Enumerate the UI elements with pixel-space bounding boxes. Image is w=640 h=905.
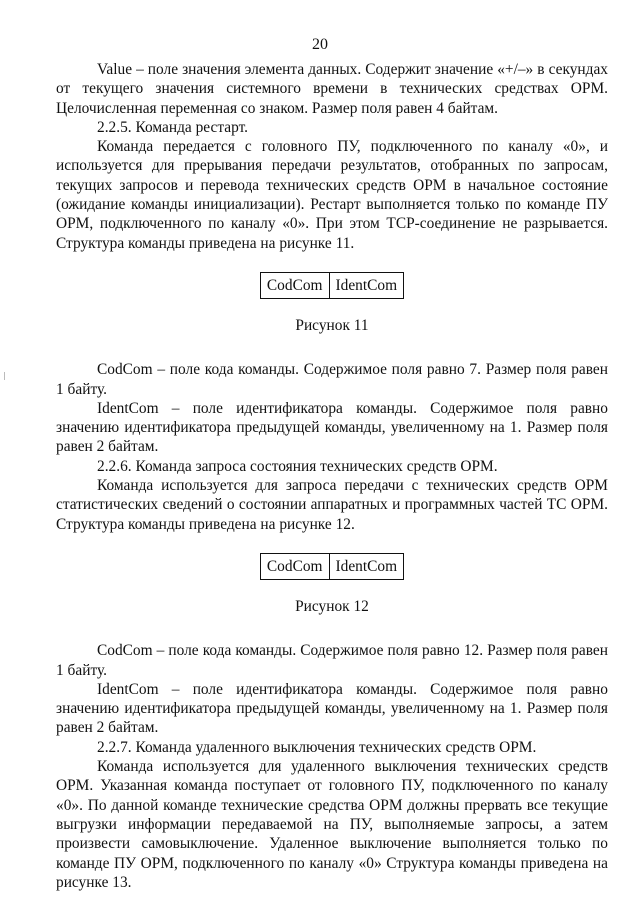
figure-12-cell-identcom: IdentCom [329, 553, 404, 579]
scan-edge-mark [4, 372, 5, 380]
figure-11-table [260, 272, 404, 299]
figure-11-structure [56, 272, 608, 299]
figure-11-cell-codcom: CodCom [260, 272, 329, 298]
figure-12-structure [56, 553, 608, 580]
figure-11-caption: Рисунок 11 [295, 316, 369, 334]
paragraph-remote-shutdown-command: Команда используется для удаленного выключения технических средств ОРМ. Указанная команда поступает от головного ПУ, подключенного по каналу «0». По данной команде технические средства ОРМ должны прервать все текущие выгрузки информации передаваемой на ПУ, выполняемые запросы, а затем произвести самовыключение. Удаленное выключение выполняется только по команде ПУ ОРМ, подключенного по каналу «0» Структура команды приведена на рисунке 13. [56, 758, 608, 891]
paragraph-identcom-fig12: IdentCom – поле идентификатора команды. Содержимое поля равно значению идентификатора предыдущей команды, увеличенному на 1. Размер поля равен 2 байтам. [56, 680, 608, 737]
paragraph-restart-command: Команда передается с головного ПУ, подключенного по каналу «0», и используется для прерывания передачи результатов, отобранных по запросам, текущих запросов и перевода технических средств ОРМ в начальное состояние (ожидание команды инициализации). Рестарт выполняется только по команде ПУ ОРМ, подключенного по каналу «0». При этом TCP-соединение не разрывается. Структура команды приведена на рисунке 11. [56, 138, 608, 252]
document-body [56, 60, 608, 892]
page-number: 20 [312, 36, 328, 53]
figure-12-cell-codcom: CodCom [260, 553, 329, 579]
section-heading-2-2-7: 2.2.7. Команда удаленного выключения технических средств ОРМ. [97, 738, 537, 756]
paragraph-identcom-fig11: IdentCom – поле идентификатора команды. Содержимое поля равно значению идентификатора предыдущей команды, увеличенному на 1. Размер поля равен 2 байтам. [56, 399, 608, 456]
paragraph-codcom-fig12: CodCom – поле кода команды. Содержимое поля равно 12. Размер поля равен 1 байту. [56, 642, 608, 679]
figure-12-table [260, 553, 404, 580]
section-heading-2-2-6: 2.2.6. Команда запроса состояния технических средств ОРМ. [97, 457, 498, 475]
paragraph-value-field: Value – поле значения элемента данных. Содержит значение «+/–» в секундах от текущего значения системного времени в технических средствах ОРМ. Целочисленная переменная со знаком. Размер поля равен 4 байтам. [56, 61, 608, 117]
section-heading-2-2-5: 2.2.5. Команда рестарт. [97, 118, 248, 136]
paragraph-status-query-command: Команда используется для запроса передачи с технических средств ОРМ статистических сведений о состоянии аппаратных и программных частей ТС ОРМ. Структура команды приведена на рисунке 12. [56, 477, 608, 533]
figure-11-cell-identcom: IdentCom [329, 272, 404, 298]
paragraph-codcom-fig11: CodCom – поле кода команды. Содержимое поля равно 7. Размер поля равен 1 байту. [56, 361, 608, 398]
figure-12-caption: Рисунок 12 [295, 597, 369, 615]
